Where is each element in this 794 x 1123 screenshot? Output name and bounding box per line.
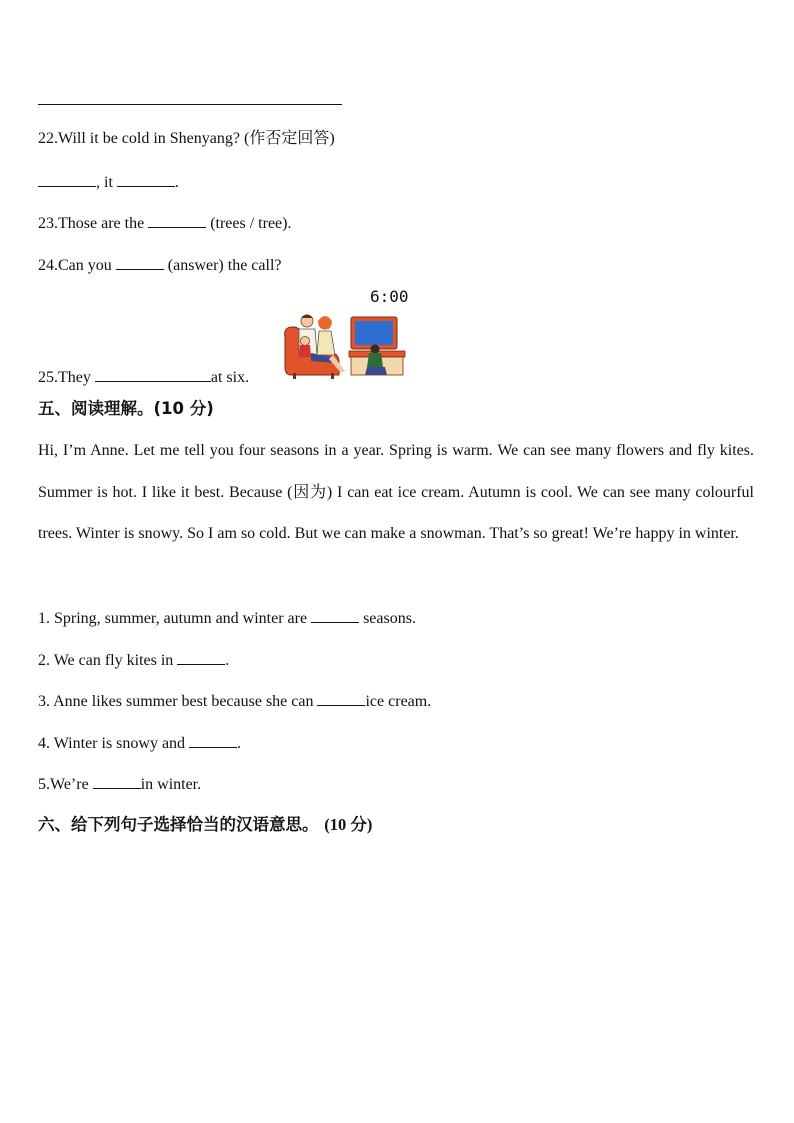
answer-blank[interactable] <box>189 732 237 748</box>
question-24: 24.Can you (answer) the call? <box>38 254 282 276</box>
question-22-text: 22.Will it be cold in Shenyang? (作否定回答) <box>38 130 335 147</box>
question-22 <box>38 129 335 149</box>
answer-blank[interactable] <box>38 171 96 187</box>
answer-blank[interactable] <box>311 607 359 623</box>
section-5-heading: 五、阅读理解。(10 分) <box>38 399 214 418</box>
answer-blank[interactable] <box>177 649 225 665</box>
question-23: 23.Those are the (trees / tree). <box>38 212 291 234</box>
question-22-answer: , it . <box>38 171 179 193</box>
reading-question-4: 4. Winter is snowy and . <box>38 732 241 754</box>
answer-blank[interactable] <box>116 254 164 270</box>
reading-question-3: 3. Anne likes summer best because she can ice cream. <box>38 690 431 712</box>
family-watching-tv-illustration <box>281 309 409 381</box>
clock-time: 6:00 <box>370 287 409 306</box>
answer-blank[interactable] <box>95 366 211 382</box>
answer-blank[interactable] <box>117 171 175 187</box>
answer-blank[interactable] <box>317 690 365 706</box>
reading-question-2: 2. We can fly kites in . <box>38 649 229 671</box>
answer-blank[interactable] <box>148 212 206 228</box>
section-6-heading: 六、给下列句子选择恰当的汉语意思。 (10 分) <box>38 815 373 834</box>
section-6-points: (10 分) <box>324 815 373 834</box>
question-25: 25.They at six. <box>38 366 249 388</box>
reading-question-5: 5.We’re in winter. <box>38 773 201 795</box>
answer-blank[interactable] <box>93 773 141 789</box>
answer-line-21 <box>38 104 342 105</box>
reading-question-1: 1. Spring, summer, autumn and winter are seasons. <box>38 607 416 629</box>
reading-passage: Hi, I’m Anne. Let me tell you four seasons in a year. Spring is warm. We can see many flowers and fly kites. Summer is hot. I like it best. Because (因为) I can eat ice cream. Autumn is cool. We can see many colourful trees. Winter is snowy. So I am so cold. But we can make a snowman. That’s so great! We’re happy in winter. <box>38 442 754 542</box>
